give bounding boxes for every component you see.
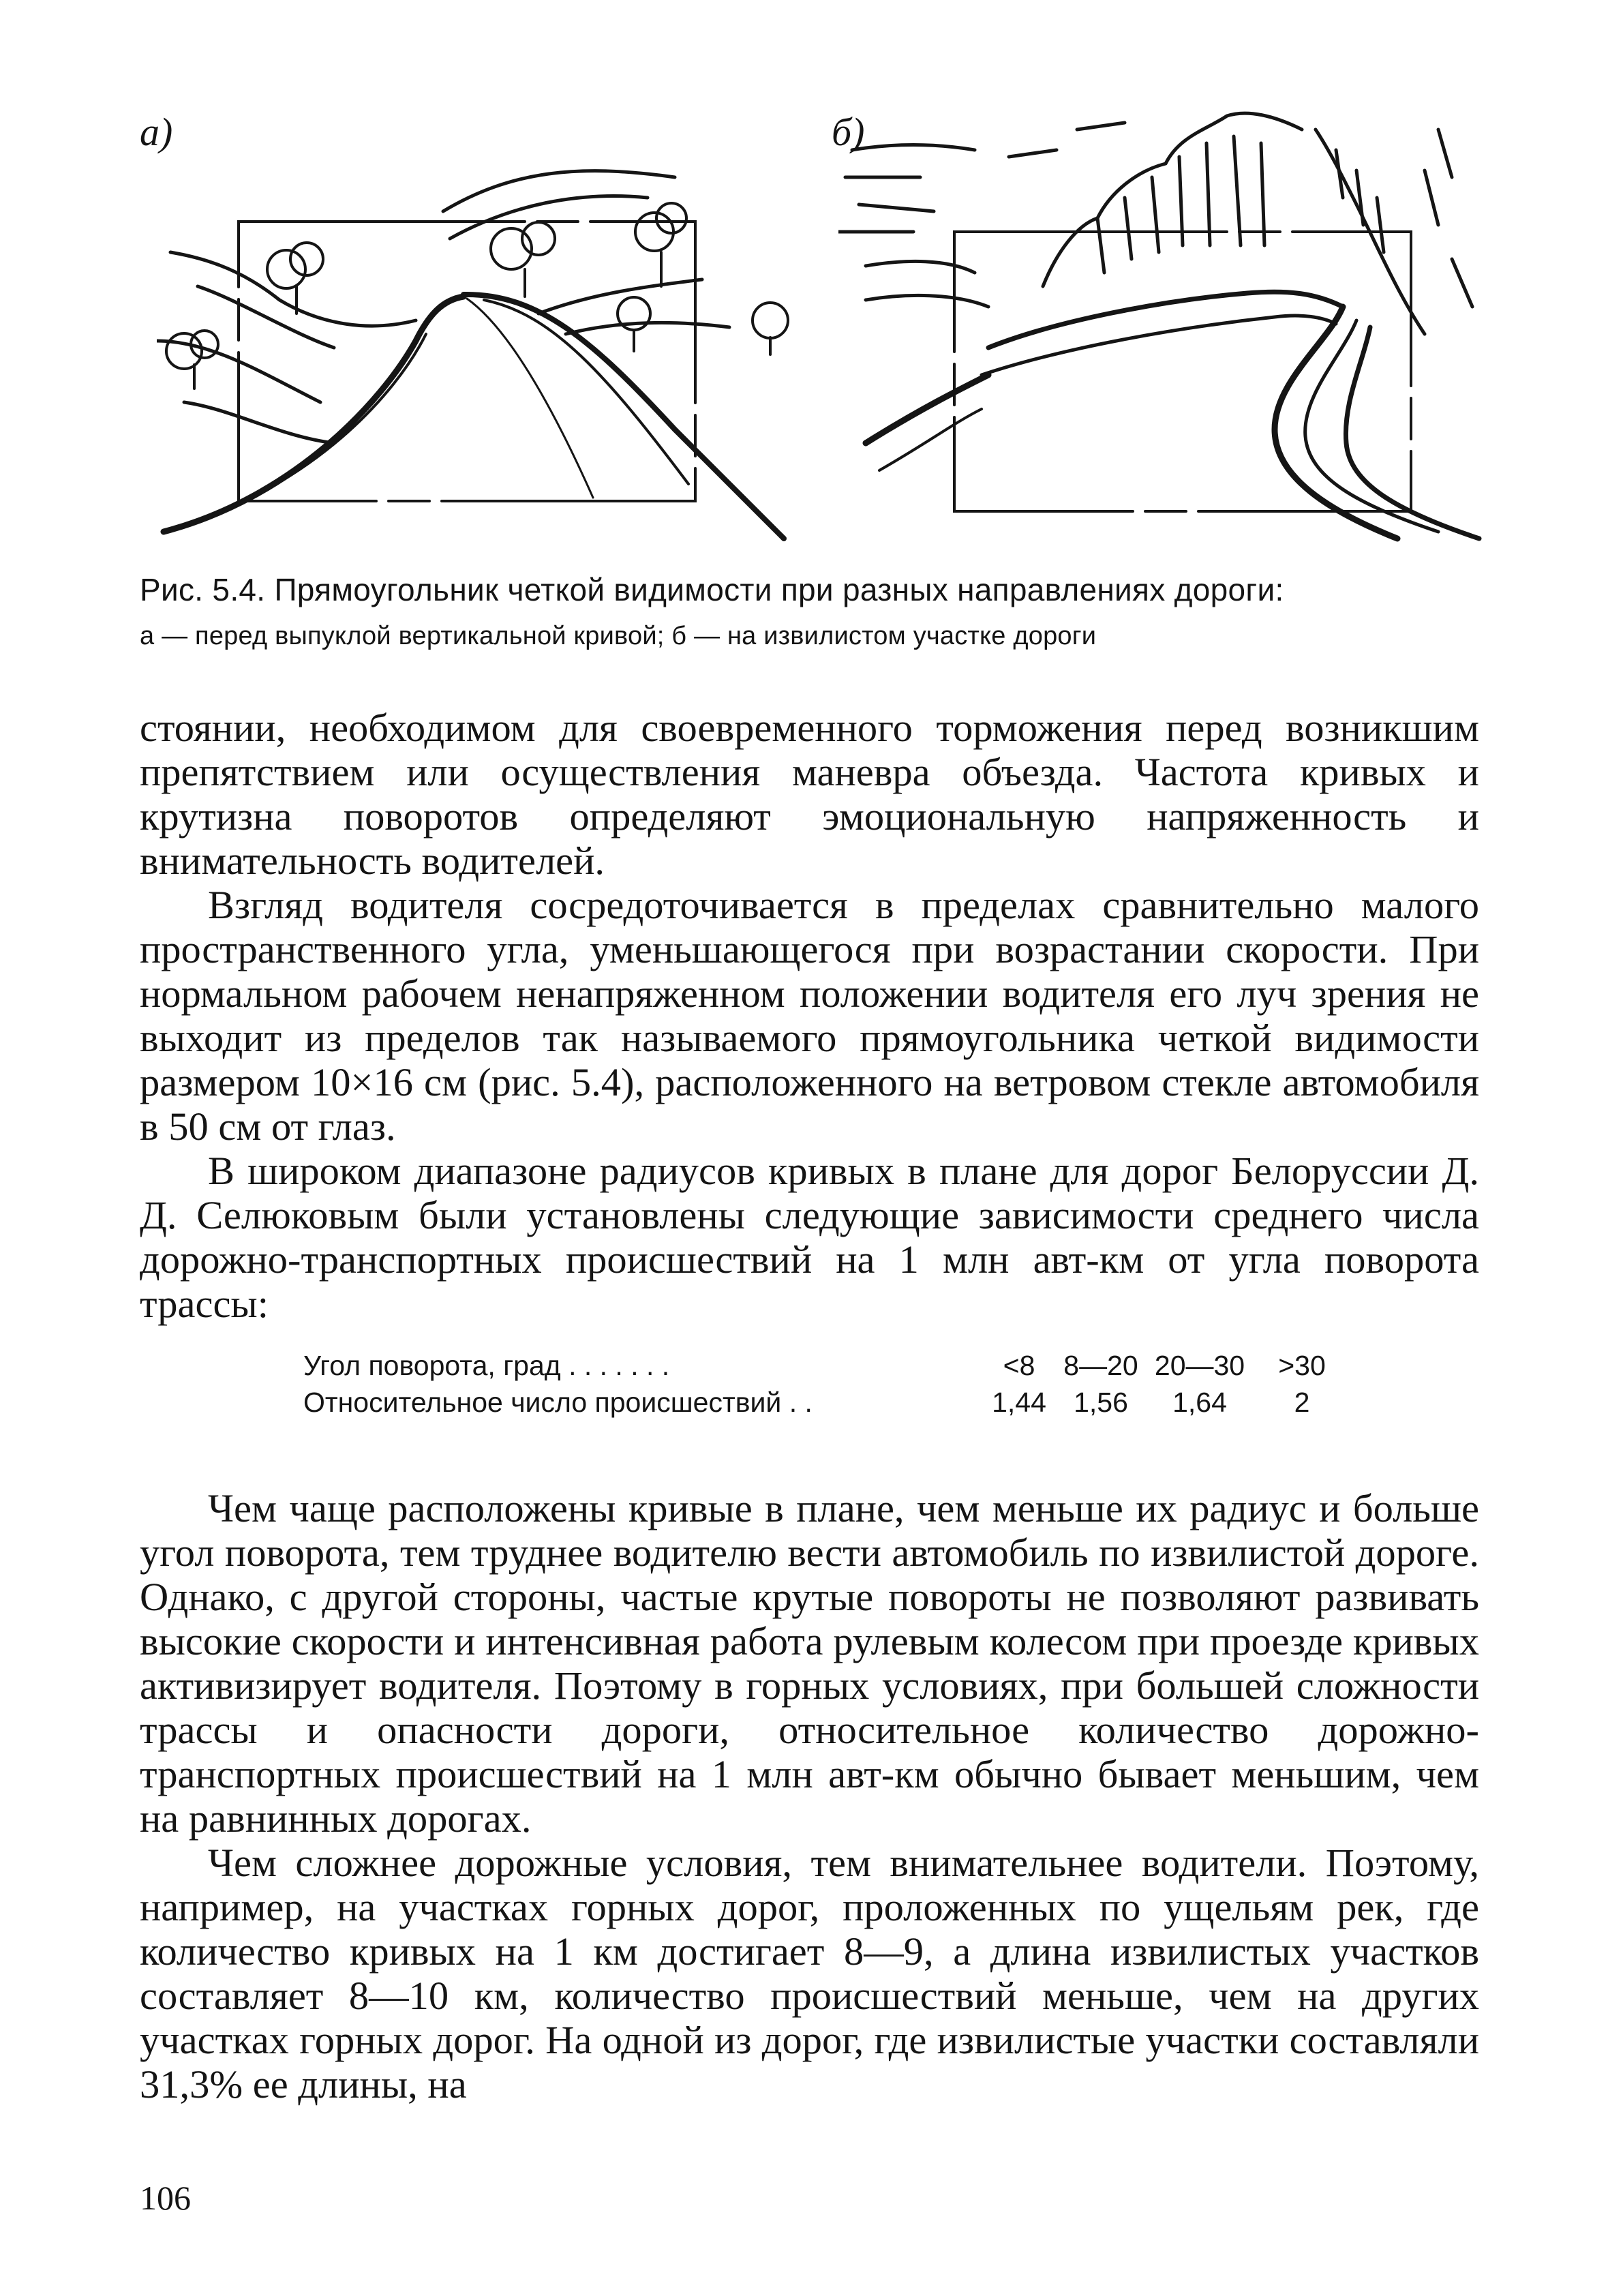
table-row <box>303 1348 1346 1385</box>
illustration-road-vertical-curve <box>157 116 811 552</box>
table-cell: 8—20 <box>1063 1350 1138 1381</box>
paragraph: Взгляд водителя сосредоточивается в пределах сравнительно малого пространственного угла, уменьшающегося при возрастании скорости. При нормальном рабочем ненапряженном положении водителя его луч зрения не выходит из пределов так называемого прямоугольника четкой видимости размером 10×16 см (рис. 5.4), расположенного на ветровом стекле автомобиля в 50 см от глаз. <box>140 883 1479 1149</box>
page-number: 106 <box>140 2179 191 2217</box>
paragraph: Чем сложнее дорожные условия, тем внимательнее водители. Поэтому, например, на участках горных дорог, проложенных по ущельям рек, где количество кривых на 1 км достигает 8—9, а длина извилистых участков составляет 8—10 км, количество происшествий меньше, чем на других участках горных дорог. На одной из дорог, где извилистые участки составляли 31,3% ее длины, на <box>140 1841 1479 2106</box>
table-row-label: Угол поворота, град . . . . . . . <box>303 1350 670 1381</box>
accident-rate-table <box>303 1348 1346 1422</box>
figure-caption-legend: а — перед выпуклой вертикальной кривой; б — на извилистом участке дороги <box>140 622 1097 650</box>
table-cell: 20—30 <box>1154 1350 1245 1381</box>
paragraph: В широком диапазоне радиусов кривых в плане для дорог Белоруссии Д. Д. Селюковым были установлены следующие зависимости среднего числа дорожно-транспортных происшествий на 1 млн авт-км от угла поворота трассы: <box>140 1149 1479 1326</box>
table-cell: 1,64 <box>1172 1387 1227 1418</box>
figure-caption-title: Рис. 5.4. Прямоугольник четкой видимости при разных направлениях дороги: <box>140 572 1284 607</box>
table-cell: 2 <box>1294 1387 1310 1418</box>
paragraph: стоянии, необходимом для своевременного торможения перед возникшим препятствием или осуществления маневра объезда. Частота кривых и крутизна поворотов определяют эмоциональную напряженность и внимательность водителей. <box>140 706 1479 883</box>
illustration-winding-road <box>838 89 1493 552</box>
table-row <box>303 1385 1346 1422</box>
figure-label-a: а) <box>140 110 173 154</box>
table-cell: >30 <box>1278 1350 1326 1381</box>
table-cell: 1,56 <box>1074 1387 1128 1418</box>
table-cell: 1,44 <box>992 1387 1046 1418</box>
paragraph: Чем чаще расположены кривые в плане, чем меньше их радиус и больше угол поворота, тем труднее водителю вести автомобиль по извилистой дороге. Однако, с другой стороны, частые крутые повороты не позволяют развивать высокие скорости и интенсивная работа рулевым колесом при проезде кривых активизирует водителя. Поэтому в горных условиях, при большей сложности трассы и опасности дороги, относительное количество дорожно-транспортных происшествий на 1 млн авт-км обычно бывает меньшим, чем на равнинных дорогах. <box>140 1486 1479 1841</box>
text-block-bottom <box>140 1486 1479 2106</box>
text-block-top <box>140 706 1479 1326</box>
figure-label-b: б) <box>832 110 865 154</box>
table-cell: <8 <box>1003 1350 1035 1381</box>
table-row-label: Относительное число происшествий . . <box>303 1387 813 1418</box>
